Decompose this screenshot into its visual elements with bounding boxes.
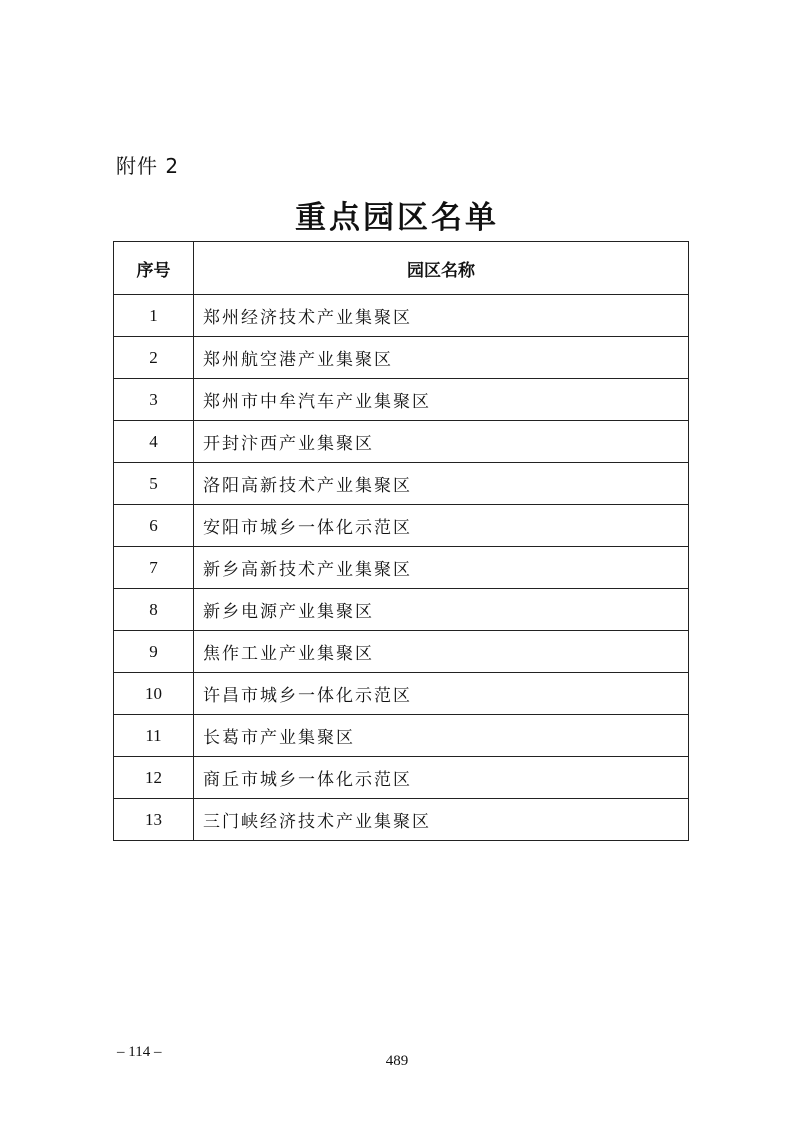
row-number: 7: [114, 547, 194, 589]
row-number: 12: [114, 757, 194, 799]
park-name: 郑州经济技术产业集聚区: [194, 295, 689, 337]
row-number: 10: [114, 673, 194, 715]
table-row: [114, 589, 689, 631]
row-number: 5: [114, 463, 194, 505]
page-title: 重点园区名单: [295, 200, 499, 236]
park-name: 商丘市城乡一体化示范区: [194, 757, 689, 799]
table-row: [114, 505, 689, 547]
row-number: 1: [114, 295, 194, 337]
park-name: 新乡高新技术产业集聚区: [194, 547, 689, 589]
row-number: 13: [114, 799, 194, 841]
park-list-table: [113, 241, 689, 841]
row-number: 3: [114, 379, 194, 421]
park-name: 开封汴西产业集聚区: [194, 421, 689, 463]
table-row: [114, 673, 689, 715]
row-number: 8: [114, 589, 194, 631]
park-name: 郑州航空港产业集聚区: [194, 337, 689, 379]
park-name: 安阳市城乡一体化示范区: [194, 505, 689, 547]
table-row: [114, 337, 689, 379]
park-name: 三门峡经济技术产业集聚区: [194, 799, 689, 841]
row-number: 4: [114, 421, 194, 463]
table-row: [114, 463, 689, 505]
park-name: 新乡电源产业集聚区: [194, 589, 689, 631]
park-name: 郑州市中牟汽车产业集聚区: [194, 379, 689, 421]
row-number: 9: [114, 631, 194, 673]
park-name: 许昌市城乡一体化示范区: [194, 673, 689, 715]
table-row: [114, 715, 689, 757]
table-header-row: [114, 242, 689, 295]
table-row: [114, 799, 689, 841]
table-row: [114, 379, 689, 421]
header-park-name: 园区名称: [194, 242, 689, 295]
header-serial-number: 序号: [114, 242, 194, 295]
table-row: [114, 421, 689, 463]
park-name: 焦作工业产业集聚区: [194, 631, 689, 673]
park-name: 长葛市产业集聚区: [194, 715, 689, 757]
table-row: [114, 757, 689, 799]
attachment-label: 附件 2: [116, 154, 180, 178]
page-number-left: – 114 –: [117, 1044, 162, 1060]
park-name: 洛阳高新技术产业集聚区: [194, 463, 689, 505]
page-number-center: 489: [385, 1053, 409, 1069]
table-row: [114, 631, 689, 673]
row-number: 2: [114, 337, 194, 379]
row-number: 11: [114, 715, 194, 757]
table-row: [114, 295, 689, 337]
row-number: 6: [114, 505, 194, 547]
table-row: [114, 547, 689, 589]
